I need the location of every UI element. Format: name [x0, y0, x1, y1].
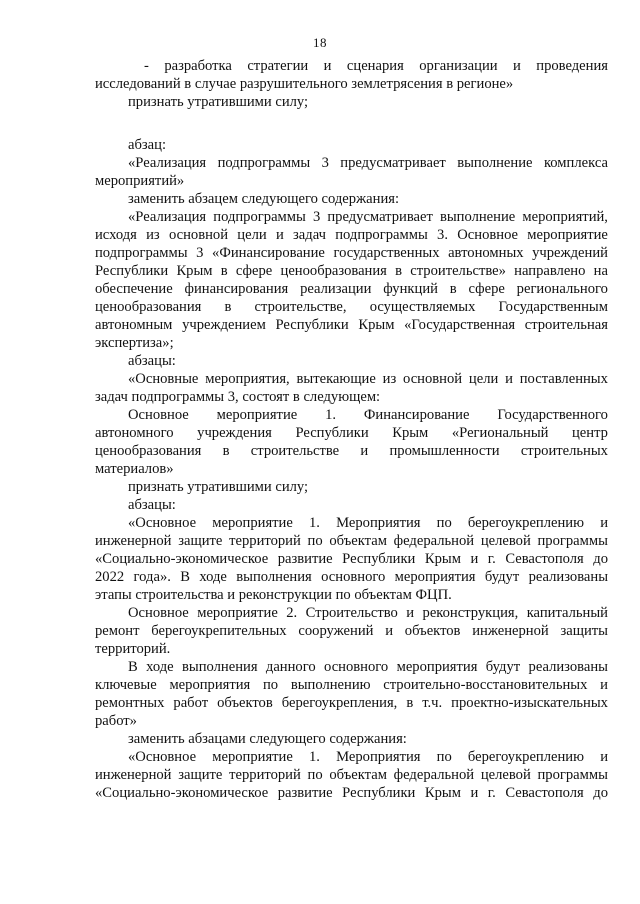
text-word: 1. [309, 749, 320, 765]
text-word: - [144, 58, 149, 74]
text-line: этапы строительства и реконструкции по объектам ФЦП. [95, 587, 452, 603]
text-word: реализованы [528, 659, 608, 675]
text-word: Крым [424, 785, 461, 801]
text-word: реализованы [528, 569, 608, 585]
text-word: работ [173, 695, 209, 711]
text-line: заменить абзацем следующего содержания: [128, 191, 400, 207]
text-word: подпрограммы [213, 209, 306, 225]
text-word: развитие [277, 785, 333, 801]
text-word: предусматривает [327, 209, 433, 225]
text-word: Республики [342, 551, 416, 567]
text-word: сценария [346, 58, 404, 74]
text-word: в [224, 299, 232, 315]
text-word: г. [487, 551, 496, 567]
text-word: инженерной [472, 623, 549, 639]
text-word: объектов [217, 695, 273, 711]
text-word: направлено [514, 263, 586, 279]
text-word: мероприятие [212, 515, 293, 531]
text-word: подпрограммы [217, 155, 311, 171]
text-word: выполнение [457, 155, 533, 171]
text-word: 2. [286, 605, 298, 621]
text-line [95, 532, 608, 550]
text-word: Финансирование [363, 407, 470, 423]
text-line: признать утратившими силу; [128, 479, 309, 495]
text-line: абзацы: [128, 497, 176, 513]
text-word: 1. [309, 515, 320, 531]
page-number: 18 [313, 35, 327, 50]
text-word: защите [178, 767, 223, 783]
text-word: объектам [329, 767, 387, 783]
text-line [95, 550, 608, 568]
text-line [95, 568, 608, 586]
text-word: из [146, 227, 160, 243]
text-word: учреждения [197, 425, 272, 441]
text-word: в [220, 263, 228, 279]
text-word: года». [133, 569, 171, 585]
text-word: 3 [321, 155, 329, 171]
text-word: по [307, 767, 323, 783]
text-word: Строительство [305, 605, 398, 621]
text-word: вытекающие [296, 371, 376, 387]
text-line [95, 298, 608, 316]
text-word: на [593, 263, 608, 279]
text-line [128, 406, 608, 424]
text-word: «Социально-экономическое [95, 785, 269, 801]
text-word: сооружений [298, 623, 374, 639]
text-word: Основное [457, 227, 519, 243]
text-word: объектов [404, 623, 461, 639]
text-word: «Социально-экономическое [95, 551, 269, 567]
text-word: Государственного [497, 407, 608, 423]
text-word: в [449, 281, 457, 297]
text-word: ремонтных [95, 695, 165, 711]
text-word: и [323, 58, 332, 74]
text-word: проведения [536, 58, 608, 74]
text-word: центр [572, 425, 608, 441]
text-word: программы [537, 767, 608, 783]
text-word: ключевые [95, 677, 157, 693]
text-line [95, 694, 608, 712]
text-line [128, 748, 608, 766]
text-word: Севастополя [505, 785, 584, 801]
text-word: строительстве, [254, 299, 347, 315]
text-word: и [513, 58, 521, 74]
text-word: инженерной [95, 767, 172, 783]
text-word: и [385, 623, 394, 639]
text-word: «Финансирование [212, 245, 325, 261]
text-line: абзацы: [128, 353, 176, 369]
text-word: основной [168, 227, 229, 243]
text-word: основного [321, 569, 386, 585]
text-word: по [263, 677, 279, 693]
text-word: мероприятия [394, 569, 476, 585]
text-word: мероприятий, [522, 209, 608, 225]
text-line [95, 766, 608, 784]
text-line [95, 244, 608, 262]
text-line [95, 622, 608, 640]
text-word: защиты [560, 623, 608, 639]
text-word: по [436, 515, 452, 531]
text-word: будут [485, 659, 521, 675]
text-word: и [360, 443, 369, 459]
text-line: территорий. [95, 641, 171, 657]
text-word: функций [383, 281, 438, 297]
text-word: в [222, 443, 230, 459]
text-word: строительстве» [410, 263, 506, 279]
text-word: в [395, 263, 403, 279]
text-word: Республики [95, 263, 169, 279]
text-line [128, 658, 608, 676]
text-word: строительно-восстановительных [383, 677, 588, 693]
text-word: ценообразования [95, 443, 202, 459]
text-word: и [275, 227, 284, 243]
text-word: и [600, 749, 608, 765]
text-word: т.ч. [422, 695, 443, 711]
text-word: Крым [392, 425, 429, 441]
text-word: «Основное [128, 749, 197, 765]
text-word: строительная [524, 317, 608, 333]
text-word: ремонт [95, 623, 140, 639]
text-word: ходе [199, 569, 227, 585]
text-word: выполнения [182, 659, 258, 675]
text-word: Мероприятия [336, 749, 421, 765]
text-word: сфере [235, 263, 273, 279]
text-word: Основное [128, 407, 189, 423]
text-word: государственных [333, 245, 440, 261]
text-line: материалов» [95, 461, 174, 477]
text-line [95, 226, 608, 244]
text-word: целевой [480, 533, 531, 549]
text-word: территорий [229, 767, 301, 783]
text-word: «Реализация [128, 155, 207, 171]
text-word: капитальный [526, 605, 608, 621]
text-word: стратегии [247, 58, 309, 74]
text-word: инженерной [95, 533, 172, 549]
text-line: экспертиза»; [95, 335, 174, 351]
text-word: и [406, 605, 415, 621]
text-word: Крым [424, 551, 461, 567]
text-word: Крым [176, 263, 213, 279]
text-word: мероприятия [169, 677, 251, 693]
text-word: Мероприятия [336, 515, 421, 531]
text-word: развитие [277, 551, 333, 567]
text-word: автономным [95, 317, 173, 333]
text-word: проектно-изыскательных [451, 695, 608, 711]
text-word: берегоукреплению [467, 515, 585, 531]
text-word: основной [403, 371, 463, 387]
text-word: мероприятие [197, 605, 278, 621]
text-line [95, 280, 608, 298]
text-word: Крым [358, 317, 395, 333]
text-word: исходя [95, 227, 137, 243]
text-word: по [436, 749, 452, 765]
text-word: промышленности [389, 443, 500, 459]
text-word: автономных [448, 245, 524, 261]
text-word: строительстве [250, 443, 340, 459]
text-line: исследований в случае разрушительного землетрясения в регионе» [95, 76, 514, 92]
text-word: данного [265, 659, 316, 675]
text-word: В [180, 569, 190, 585]
text-word: мероприятие [216, 407, 298, 423]
text-word: «Государственная [404, 317, 516, 333]
text-word: В [128, 659, 138, 675]
text-word: автономного [95, 425, 174, 441]
text-line [144, 57, 608, 75]
text-word: территорий [229, 533, 301, 549]
text-word: объектам [329, 533, 387, 549]
text-word: 3 [312, 209, 321, 225]
text-word: учреждений [532, 245, 608, 261]
text-word: ценообразования [95, 299, 202, 315]
text-word: федеральной [393, 767, 475, 783]
text-line [95, 676, 608, 694]
text-word: Республики [295, 425, 369, 441]
text-word: Республики [342, 785, 416, 801]
text-word: 2022 [95, 569, 125, 585]
text-line [128, 514, 608, 532]
text-word: реконструкция, [422, 605, 519, 621]
text-word: берегоукреплению [467, 749, 585, 765]
text-word: учреждением [182, 317, 266, 333]
text-word: финансирования [184, 281, 289, 297]
text-word: и [470, 551, 479, 567]
text-word: подпрограммы [335, 227, 428, 243]
text-line [95, 784, 608, 802]
text-word: по [307, 533, 323, 549]
text-word: «Реализация [128, 209, 207, 225]
text-word: мероприятие [527, 227, 608, 243]
text-line [95, 316, 608, 334]
text-word: выполнению [290, 677, 371, 693]
text-word: из [382, 371, 397, 387]
text-line: задач подпрограммы 3, состоят в следующем: [95, 389, 381, 405]
text-word: цели [237, 227, 267, 243]
text-word: будут [484, 569, 520, 585]
text-word: программы [537, 533, 608, 549]
text-word: федеральной [393, 533, 475, 549]
text-line [95, 442, 608, 460]
text-word: ходе [146, 659, 174, 675]
text-word: 1. [325, 407, 337, 423]
text-line: заменить абзацами следующего содержания: [128, 731, 407, 747]
text-word: берегоукрепительных [151, 623, 287, 639]
text-word: до [593, 785, 608, 801]
text-word: 3 [196, 245, 204, 261]
text-word: защите [178, 533, 223, 549]
text-word: реализации [300, 281, 372, 297]
text-line: мероприятий» [95, 173, 185, 189]
text-line: признать утратившими силу; [128, 94, 309, 110]
text-word: Государственным [498, 299, 608, 315]
text-line: работ» [95, 713, 137, 729]
text-word: комплекса [543, 155, 608, 171]
text-word: и [505, 371, 513, 387]
text-word: Основное [128, 605, 189, 621]
text-word: основного [324, 659, 389, 675]
text-word: Севастополя [505, 551, 584, 567]
text-word: «Основное [128, 515, 197, 531]
text-word: мероприятия [396, 659, 478, 675]
text-word: сфере [468, 281, 505, 297]
text-word: мероприятия, [205, 371, 290, 387]
text-line: абзац: [128, 137, 167, 153]
text-word: целевой [480, 767, 531, 783]
text-line [95, 262, 608, 280]
text-line [95, 424, 608, 442]
text-word: выполнение [439, 209, 516, 225]
text-word: до [593, 551, 608, 567]
text-word: «Региональный [451, 425, 549, 441]
text-word: и [600, 677, 608, 693]
text-word: задач [293, 227, 326, 243]
text-word: поставленных [519, 371, 608, 387]
text-word: обеспечение [95, 281, 173, 297]
text-word: г. [487, 785, 496, 801]
text-word: 3. [437, 227, 448, 243]
text-line [128, 208, 608, 226]
text-word: осуществляемых [369, 299, 476, 315]
text-word: «Основные [128, 371, 199, 387]
text-word: и [600, 515, 608, 531]
text-word: организации [419, 58, 498, 74]
text-word: выполнения [236, 569, 312, 585]
text-word: разработка [164, 58, 232, 74]
text-line [128, 604, 608, 622]
text-word: Республики [275, 317, 349, 333]
text-line [128, 154, 608, 172]
text-word: берегоукрепления, [281, 695, 398, 711]
text-word: ценообразования [280, 263, 387, 279]
text-word: предусматривает [340, 155, 446, 171]
text-word: строительных [520, 443, 608, 459]
text-word: мероприятие [212, 749, 293, 765]
text-word: и [470, 785, 479, 801]
text-word: регионального [516, 281, 608, 297]
text-word: цели [468, 371, 499, 387]
text-line [128, 370, 608, 388]
text-word: подпрограммы [95, 245, 188, 261]
text-word: в [406, 695, 414, 711]
